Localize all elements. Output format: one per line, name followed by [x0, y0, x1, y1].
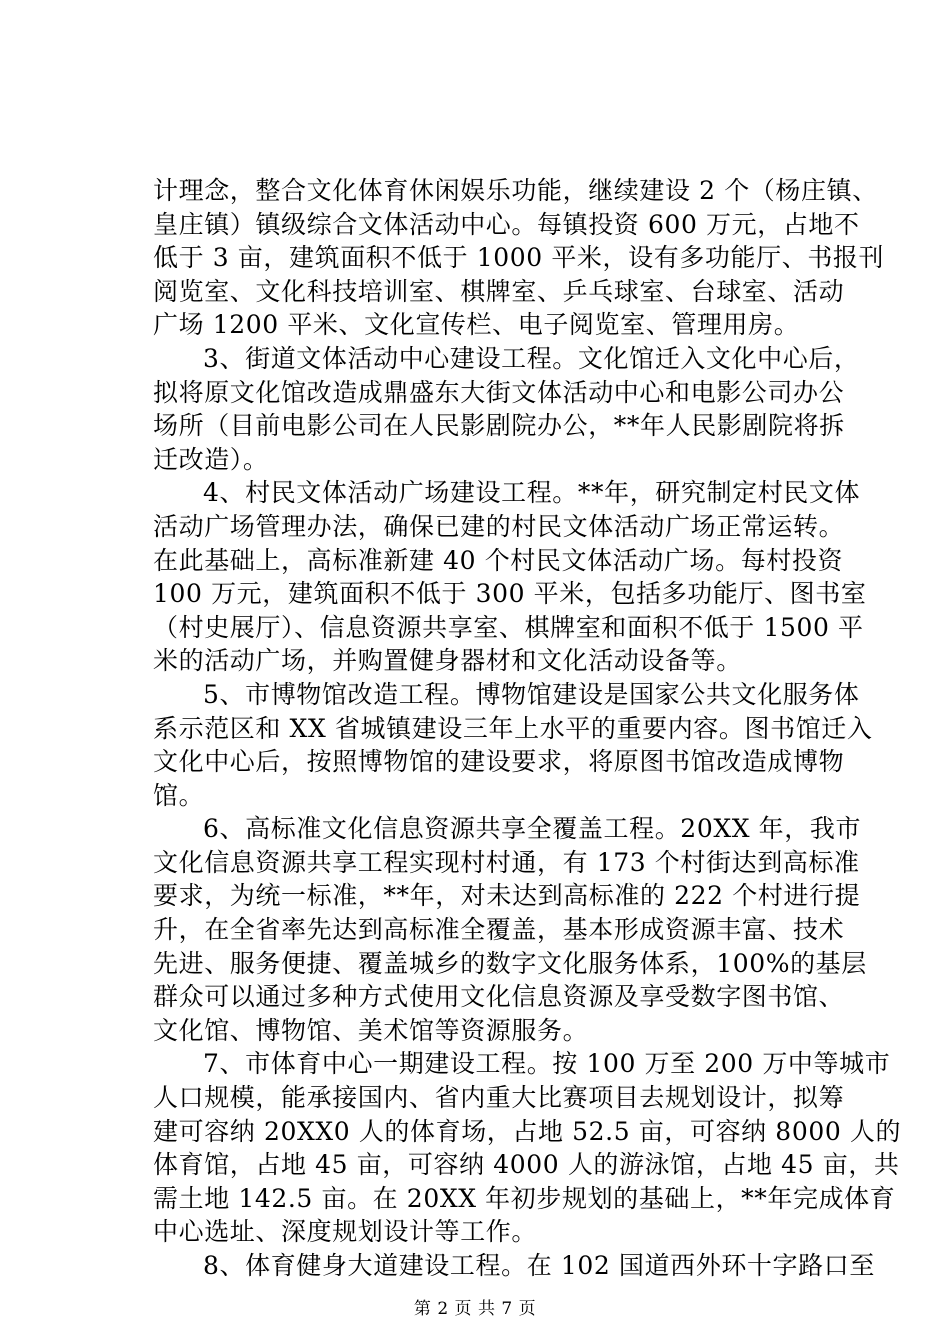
text-line: 阅览室、文化科技培训室、棋牌室、乒乓球室、台球室、活动	[153, 276, 845, 306]
text-line: 文化中心后，按照博物馆的建设要求，将原图书馆改造成博物	[153, 747, 845, 777]
paragraph-item-5	[153, 678, 873, 812]
text-line: 场所（目前电影公司在人民影剧院办公，**年人民影剧院将拆	[153, 411, 845, 441]
text-line: 先进、服务便捷、覆盖城乡的数字文化服务体系，100%的基层	[153, 948, 867, 978]
text-line: （村史展厅）、信息资源共享室、棋牌室和面积不低于 1500 平	[153, 612, 864, 642]
text-line: 6、高标准文化信息资源共享全覆盖工程。20XX 年，我市	[203, 814, 862, 844]
paragraph-item-3	[153, 342, 860, 476]
text-line: 7、市体育中心一期建设工程。按 100 万至 200 万中等城市	[203, 1049, 891, 1079]
text-line: 100 万元，建筑面积不低于 300 平米，包括多功能厅、图书室	[153, 579, 867, 609]
text-line: 需土地 142.5 亩。在 20XX 年初步规划的基础上，**年完成体育	[153, 1183, 896, 1213]
text-line: 文化馆、博物馆、美术馆等资源服务。	[153, 1015, 589, 1045]
text-line: 活动广场管理办法，确保已建的村民文体活动广场正常运转。	[153, 511, 845, 541]
text-line: 中心选址、深度规划设计等工作。	[153, 1217, 538, 1247]
text-line: 低于 3 亩，建筑面积不低于 1000 平米，设有多功能厅、书报刊	[153, 243, 885, 273]
paragraph-item-7	[153, 1047, 902, 1249]
text-line: 要求，为统一标准，**年，对未达到高标准的 222 个村进行提	[153, 881, 861, 911]
paragraph-item-4	[153, 476, 867, 678]
paragraph-continued-township-centers	[153, 174, 885, 342]
text-line: 群众可以通过多种方式使用文化信息资源及享受数字图书馆、	[153, 982, 845, 1012]
text-line: 建可容纳 20XX0 人的体育场，占地 52.5 亩，可容纳 8000 人的	[153, 1116, 902, 1146]
text-line: 体育馆，占地 45 亩，可容纳 4000 人的游泳馆，占地 45 亩，共	[153, 1150, 900, 1180]
text-line: 拟将原文化馆改造成鼎盛东大街文体活动中心和电影公司办公	[153, 377, 845, 407]
text-line: 文化信息资源共享工程实现村村通，有 173 个村街达到高标准	[153, 847, 860, 877]
text-line: 米的活动广场，并购置健身器材和文化活动设备等。	[153, 646, 742, 676]
text-line: 人口规模，能承接国内、省内重大比赛项目去规划设计，拟筹	[153, 1083, 845, 1113]
text-line: 3、街道文体活动中心建设工程。文化馆迁入文化中心后，	[203, 343, 860, 373]
text-line: 计理念，整合文化体育休闲娱乐功能，继续建设 2 个（杨庄镇、	[153, 176, 878, 205]
text-line: 馆。	[153, 780, 205, 810]
text-line: 4、村民文体活动广场建设工程。**年，研究制定村民文体	[203, 478, 861, 508]
text-line: 8、体育健身大道建设工程。在 102 国道西外环十字路口至	[203, 1251, 875, 1280]
page-number-label: 第 2 页 共 7 页	[413, 1299, 537, 1319]
document-body	[153, 174, 902, 1283]
paragraph-item-8	[153, 1249, 875, 1283]
text-line: 迁改造）。	[153, 444, 269, 474]
text-line: 升，在全省率先达到高标准全覆盖，基本形成资源丰富、技术	[153, 915, 845, 945]
text-line: 广场 1200 平米、文化宣传栏、电子阅览室、管理用房。	[153, 310, 800, 340]
text-line: 在此基础上，高标准新建 40 个村民文体活动广场。每村投资	[153, 545, 844, 575]
page-footer	[0, 1294, 950, 1319]
text-line: 皇庄镇）镇级综合文体活动中心。每镇投资 600 万元，占地不	[153, 209, 860, 239]
paragraph-item-6	[153, 812, 867, 1047]
text-line: 系示范区和 XX 省城镇建设三年上水平的重要内容。图书馆迁入	[153, 713, 873, 743]
text-line: 5、市博物馆改造工程。博物馆建设是国家公共文化服务体	[203, 679, 860, 709]
